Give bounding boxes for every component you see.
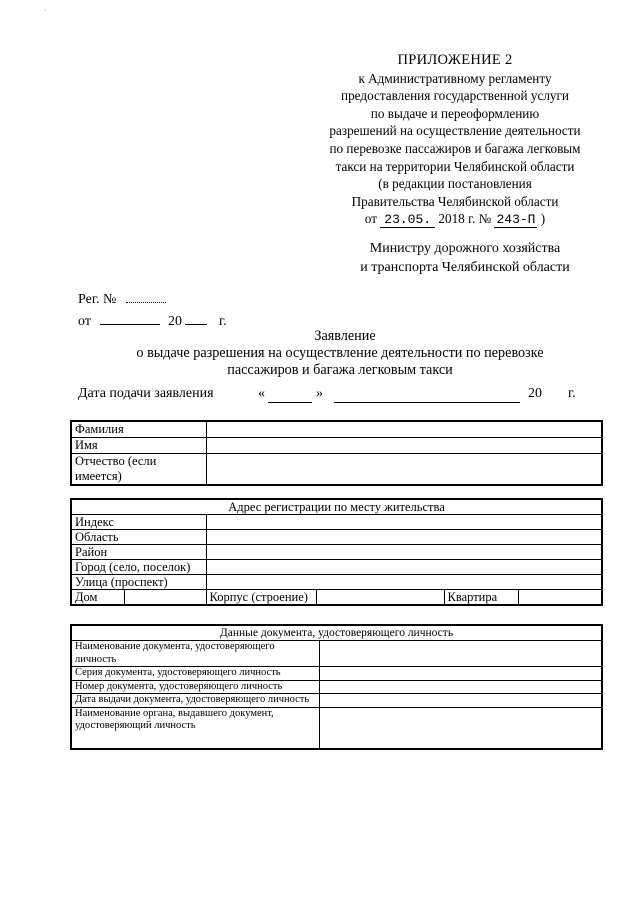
recipient-block (320, 240, 610, 277)
appendix-header (300, 52, 610, 229)
issue-date-label: Дата выдачи документа, удостоверяющего личность (71, 694, 319, 708)
reg-number-label: Рег. № (78, 292, 117, 307)
table-row (71, 530, 602, 545)
appendix-line: разрешений на осуществление деятельности (329, 123, 581, 139)
table-row (71, 515, 602, 530)
decree-date: 23.05. (380, 212, 435, 228)
address-header: Адрес регистрации по месту жительства (71, 499, 602, 515)
recipient-line: и транспорта Челябинской области (360, 259, 570, 275)
street-label: Улица (проспект) (71, 575, 206, 590)
reg-year-suffix: г. (218, 314, 227, 329)
table-row (71, 625, 602, 641)
appendix-line: (в редакции постановления (378, 176, 532, 192)
region-field[interactable] (206, 530, 602, 545)
application-title: Заявление (314, 328, 376, 344)
apartment-field[interactable] (518, 590, 602, 606)
decree-number: 243-П (496, 212, 536, 228)
reg-year-label: 20 (167, 314, 182, 329)
surname-label: Фамилия (71, 421, 206, 438)
decree-year-label: 2018 г. № (438, 211, 492, 227)
district-field[interactable] (206, 545, 602, 560)
application-subtitle: о выдаче разрешения на осуществление деятельности по перевозке (136, 345, 544, 361)
identity-document-table (70, 624, 603, 750)
building-field[interactable] (316, 590, 444, 606)
name-label: Имя (71, 438, 206, 454)
table-row (71, 421, 602, 438)
table-row (71, 667, 602, 681)
address-table (70, 498, 603, 606)
recipient-line: Министру дорожного хозяйства (369, 241, 561, 256)
appendix-line: такси на территории Челябинской области (335, 158, 575, 174)
close-quote: » (316, 386, 323, 401)
doc-number-label: Номер документа, удостоверяющего личность (71, 680, 319, 694)
reg-year-blank[interactable] (185, 312, 207, 325)
submission-year-suffix: г. (568, 386, 576, 401)
issuer-label: Наименование органа, выдавшего документ, удостоверяющий личность (71, 707, 319, 749)
reg-number-blank[interactable] (126, 290, 166, 303)
doc-number-field[interactable] (319, 680, 602, 694)
appendix-line: предоставления государственной услуги (341, 88, 569, 104)
doc-series-label: Серия документа, удостоверяющего личность (71, 667, 319, 681)
issuer-field[interactable] (319, 707, 602, 749)
table-row (71, 641, 602, 667)
region-label: Область (71, 530, 206, 545)
open-quote: « (258, 386, 265, 401)
date-prefix: от (364, 211, 377, 227)
name-field[interactable] (206, 438, 602, 454)
appendix-title: ПРИЛОЖЕНИЕ 2 (397, 52, 513, 68)
house-label: Дом (71, 590, 124, 606)
apartment-label: Квартира (444, 590, 518, 606)
application-subtitle: пассажиров и багажа легковым такси (227, 362, 453, 378)
index-label: Индекс (71, 515, 206, 530)
appendix-line: по перевозке пассажиров и багажа легковым (329, 140, 581, 156)
table-row (71, 454, 602, 486)
appendix-line: по выдаче и переоформлению (370, 105, 540, 121)
table-row (71, 575, 602, 590)
building-label: Корпус (строение) (206, 590, 316, 606)
surname-field[interactable] (206, 421, 602, 438)
table-row (71, 694, 602, 708)
city-label: Город (село, поселок) (71, 560, 206, 575)
personal-data-table (70, 420, 603, 486)
appendix-line: Правительства Челябинской области (351, 193, 559, 209)
reg-number-line (78, 290, 166, 308)
identity-header: Данные документа, удостоверяющего личность (71, 625, 602, 641)
doc-name-label: Наименование документа, удостоверяющего личность (71, 641, 319, 667)
table-row (71, 707, 602, 749)
patronymic-label: Отчество (если имеется) (71, 454, 206, 486)
street-field[interactable] (206, 575, 602, 590)
city-field[interactable] (206, 560, 602, 575)
index-field[interactable] (206, 515, 602, 530)
application-heading (70, 328, 610, 379)
table-row (71, 545, 602, 560)
house-field[interactable] (124, 590, 206, 606)
appendix-line: к Административному регламенту (358, 70, 552, 86)
table-row (71, 438, 602, 454)
close-paren: ) (540, 211, 546, 227)
table-row (71, 499, 602, 515)
table-row (71, 590, 602, 606)
reg-date-blank[interactable] (100, 312, 160, 325)
appendix-date-line (300, 210, 610, 229)
submission-year-label: 20 (528, 386, 542, 401)
district-label: Район (71, 545, 206, 560)
table-row (71, 560, 602, 575)
issue-date-field[interactable] (319, 694, 602, 708)
submission-date-label: Дата подачи заявления (78, 386, 214, 401)
submission-year-blank[interactable] (546, 390, 560, 402)
submission-date-line (78, 386, 608, 402)
table-row (71, 680, 602, 694)
patronymic-field[interactable] (206, 454, 602, 486)
doc-series-field[interactable] (319, 667, 602, 681)
doc-name-field[interactable] (319, 641, 602, 667)
submission-day-blank[interactable] (268, 390, 312, 403)
reg-from-label: от (78, 314, 91, 329)
submission-month-blank[interactable] (334, 390, 520, 403)
scan-mark: · (44, 6, 47, 15)
